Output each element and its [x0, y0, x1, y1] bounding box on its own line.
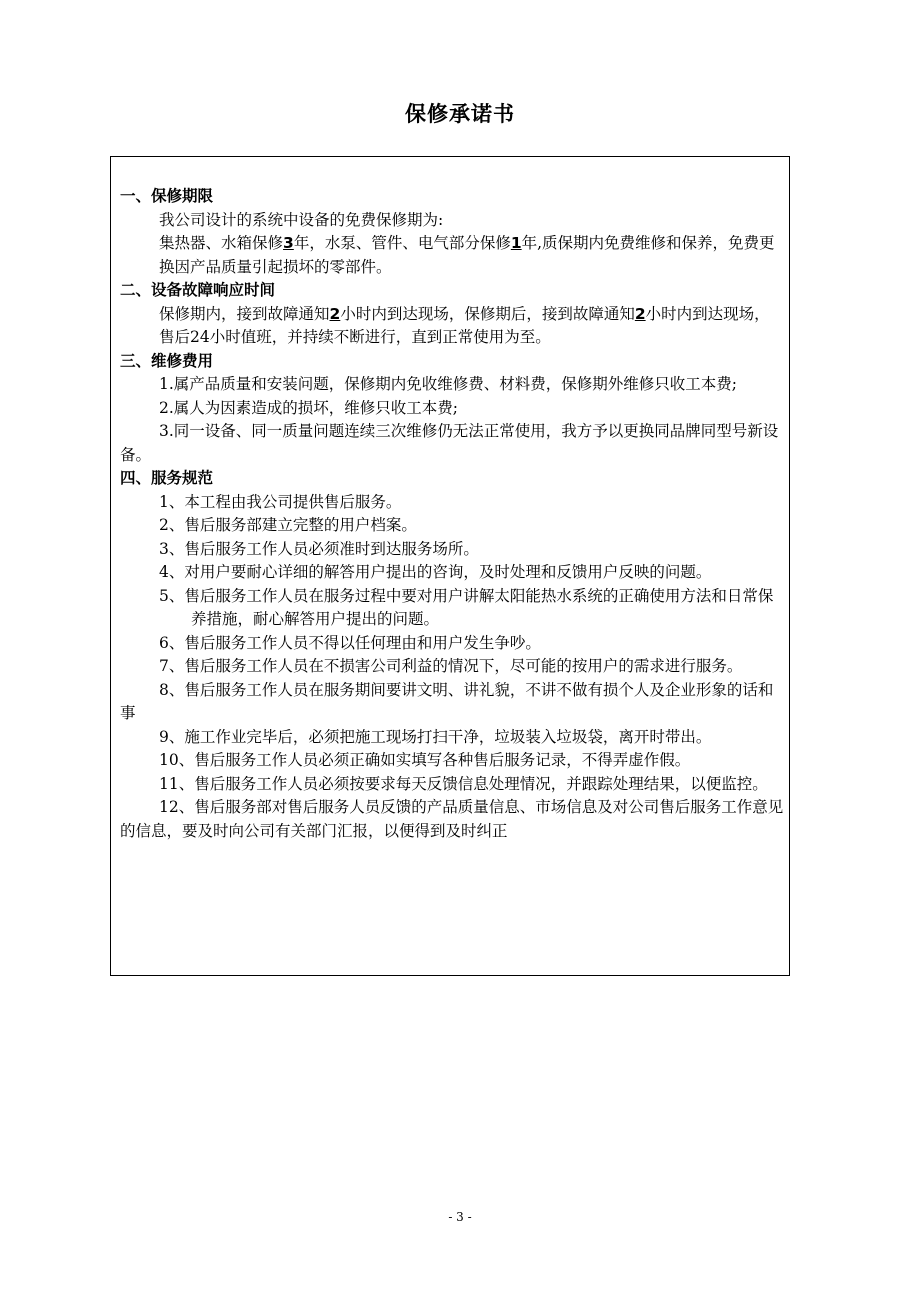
response-hours-after-warranty: 2 [634, 304, 646, 323]
list-item: 4、对用户要耐心详细的解答用户提出的咨询，及时处理和反馈用户反映的问题。 [159, 563, 712, 581]
list-item: 10、售后服务工作人员必须正确如实填写各种售后服务记录，不得弄虚作假。 [159, 751, 691, 769]
list-item: 1.属产品质量和安装问题，保修期内免收维修费、材料费，保修期外维修只收工本费; [159, 375, 738, 393]
list-item: 8、售后服务工作人员在服务期间要讲文明、讲礼貌，不讲不做有损个人及企业形象的话和事 [120, 680, 774, 722]
list-item: 3.同一设备、同一质量问题连续三次维修仍无法正常使用，我方予以更换同品牌同型号新设备。 [120, 422, 779, 464]
warranty-years-collector: 3 [283, 234, 294, 252]
list-item: 2、售后服务部建立完整的用户档案。 [159, 516, 417, 534]
list-item: 7、售后服务工作人员在不损害公司利益的情况下，尽可能的按用户的需求进行服务。 [159, 657, 743, 675]
document-body [120, 185, 784, 843]
content-box [110, 156, 790, 976]
list-item: 3、售后服务工作人员必须准时到达服务场所。 [159, 539, 479, 558]
text-fragment: 小时内到达现场，售后24小时值班，并持续不断进行，直到正常使用为至。 [159, 304, 770, 346]
text-fragment: 年,质保期内免费维修和保养，免费更换因产品质量引起损坏的零部件。 [159, 234, 775, 276]
text-fragment: 年，水泵、管件、电气部分保修 [293, 234, 511, 252]
page-title: 保修承诺书 [405, 102, 515, 126]
list-item: 2.属人为因素造成的损坏，维修只收工本费; [159, 398, 459, 417]
list-item: 11、售后服务工作人员必须按要求每天反馈信息处理情况，并跟踪处理结果，以便监控。 [159, 774, 768, 793]
list-item: 1、本工程由我公司提供售后服务。 [159, 492, 402, 511]
response-time-text [120, 303, 784, 350]
text-fragment: 集热器、水箱保修 [159, 234, 284, 252]
section-heading-repair-fees: 三、维修费用 [120, 351, 214, 370]
page-number: - 3 - [448, 1210, 472, 1224]
response-hours-in-warranty: 2 [329, 304, 341, 323]
section-heading-service-standards: 四、服务规范 [120, 469, 214, 487]
warranty-intro: 我公司设计的系统中设备的免费保修期为: [159, 210, 444, 229]
section-heading-warranty-period: 一、保修期限 [120, 187, 214, 205]
text-fragment: 保修期内，接到故障通知 [159, 304, 330, 323]
warranty-years-electrical: 1 [510, 234, 522, 252]
text-fragment: 小时内到达现场，保修期后，接到故障通知 [340, 304, 635, 323]
section-heading-response-time: 二、设备故障响应时间 [120, 281, 276, 299]
warranty-detail [120, 232, 784, 279]
list-item: 12、售后服务部对售后服务人员反馈的产品质量信息、市场信息及对公司售后服务工作意见的信息，要及时向公司有关部门汇报，以便得到及时纠正 [120, 798, 784, 840]
list-item: 5、售后服务工作人员在服务过程中要对用户讲解太阳能热水系统的正确使用方法和日常保养措施，耐心解答用户提出的问题。 [159, 586, 774, 628]
list-item: 6、售后服务工作人员不得以任何理由和用户发生争吵。 [159, 633, 541, 652]
list-item: 9、施工作业完毕后，必须把施工现场打扫干净，垃圾装入垃圾袋，离开时带出。 [159, 727, 712, 746]
